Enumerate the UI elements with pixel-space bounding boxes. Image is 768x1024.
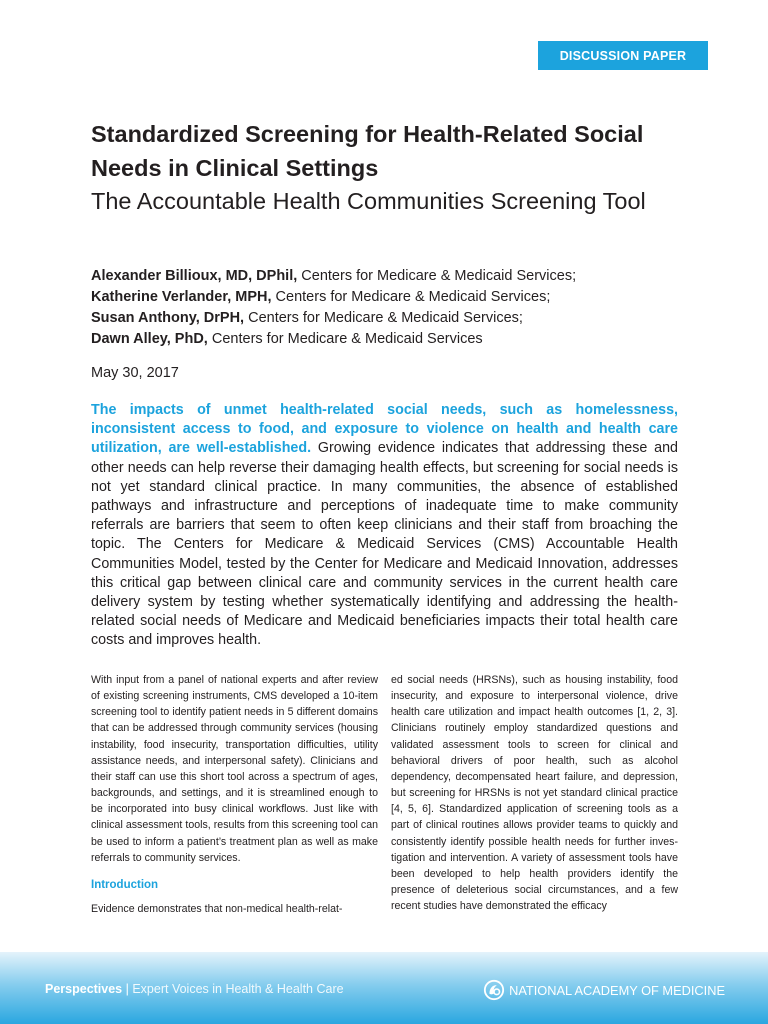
author-affiliation: Centers for Medicare & Medicaid Services — [207, 331, 483, 347]
author-name: Alexander Billioux, MD, DPhil, — [91, 268, 298, 284]
body-paragraph: Evidence demonstrates that non-medical health-relat- — [91, 903, 343, 916]
perspectives-banner — [45, 982, 344, 996]
author-line — [91, 266, 711, 287]
perspectives-label: Perspectives — [45, 982, 123, 996]
nam-logo-icon — [483, 979, 505, 1001]
perspectives-tagline: Expert Voices in Health & Health Care — [132, 982, 344, 996]
discussion-paper-badge: DISCUSSION PAPER — [538, 41, 708, 70]
paper-subtitle: The Accountable Health Communities Screening Tool — [91, 188, 646, 214]
abstract-highlight: The impacts of unmet health-related social needs, such as homelessness, inconsistent access to food, and exposure to violence on health and health care utilization, are well-established. — [91, 402, 678, 457]
author-line — [91, 287, 711, 308]
nam-logo — [483, 979, 725, 1001]
author-line — [91, 329, 711, 350]
left-column — [91, 672, 378, 917]
paper-title: Standardized Screening for Health-Related Social Needs in Clinical Settings — [91, 121, 644, 181]
author-affiliation: Centers for Medicare & Medicaid Services; — [297, 268, 577, 284]
author-line — [91, 308, 711, 329]
publication-date: May 30, 2017 — [91, 365, 179, 381]
author-name: Katherine Verlander, MPH, — [91, 289, 272, 305]
section-heading-introduction: Introduction — [91, 878, 159, 891]
author-list — [91, 266, 711, 350]
footer-separator: | — [122, 982, 133, 996]
body-paragraph: With input from a panel of national experts and after review of existing screening instruments, CMS developed a 10-item screening tool to identify patient needs in 5 different domains that can be addressed through community services (housing instability, food insecurity, transportation difficulties, utility assistance needs, and interpersonal safety). Clinicians and their staff can use this short tool across a spectrum of ages, backgrounds, and settings, and it is streamlined enough to be incorporated into busy clinical workflows. Just like with clinical assessment tools, results from this screening tool can be used to inform a patient’s treatment plan as well as make referrals to community services. — [91, 674, 378, 864]
author-name: Susan Anthony, DrPH, — [91, 310, 245, 326]
author-affiliation: Centers for Medicare & Medicaid Services; — [271, 289, 551, 305]
author-name: Dawn Alley, PhD, — [91, 331, 208, 347]
abstract — [91, 401, 678, 651]
page-footer — [0, 952, 768, 1024]
body-paragraph: ed social needs (HRSNs), such as housing instability, food insecurity, and exposure to interpersonal violence, drive health care utilization and impact health outcomes [1, 2, 3]. Clinicians routinely employ standardized questions and validated assessment tools to screen for clinical and behavioral drivers of poor health, such as alcohol dependency, decompensated heart failure, and depression, but screening for HRSNs is not yet standard clinical practice [4, 5, 6]. Standardized application of screening tools as a part of clinical routines allows provider teams to quickly and consistently identify possible health needs for further investigation and intervention. A variety of assessment tools have been developed to help health providers identify the presence of deleterious social circumstances, and a few recent studies have demonstrated the efficacy — [391, 674, 678, 913]
author-affiliation: Centers for Medicare & Medicaid Services; — [244, 310, 523, 326]
nam-org-name: NATIONAL ACADEMY OF MEDICINE — [509, 982, 725, 998]
right-column — [391, 672, 678, 914]
abstract-body: Growing evidence indicates that addressing these and other needs can help reverse their damaging health effects, but screening for social needs is not yet standard clinical practice. In many communities, the absence of established pathways and infrastructure and perceptions of inadequate time to make community referrals are barriers that seem to often keep clinicians and their staff from broaching the topic. The Centers for Medicare & Medicaid Services (CMS) Accountable Health Communities Model, tested by the Center for Medicare and Medicaid Innovation, addresses this critical gap between clinical care and community services in the current health care delivery system by testing whether systematically identifying and addressing the health-related social needs of Medicare and Medicaid beneficiaries impacts their total health care costs and improves health. — [91, 440, 678, 649]
